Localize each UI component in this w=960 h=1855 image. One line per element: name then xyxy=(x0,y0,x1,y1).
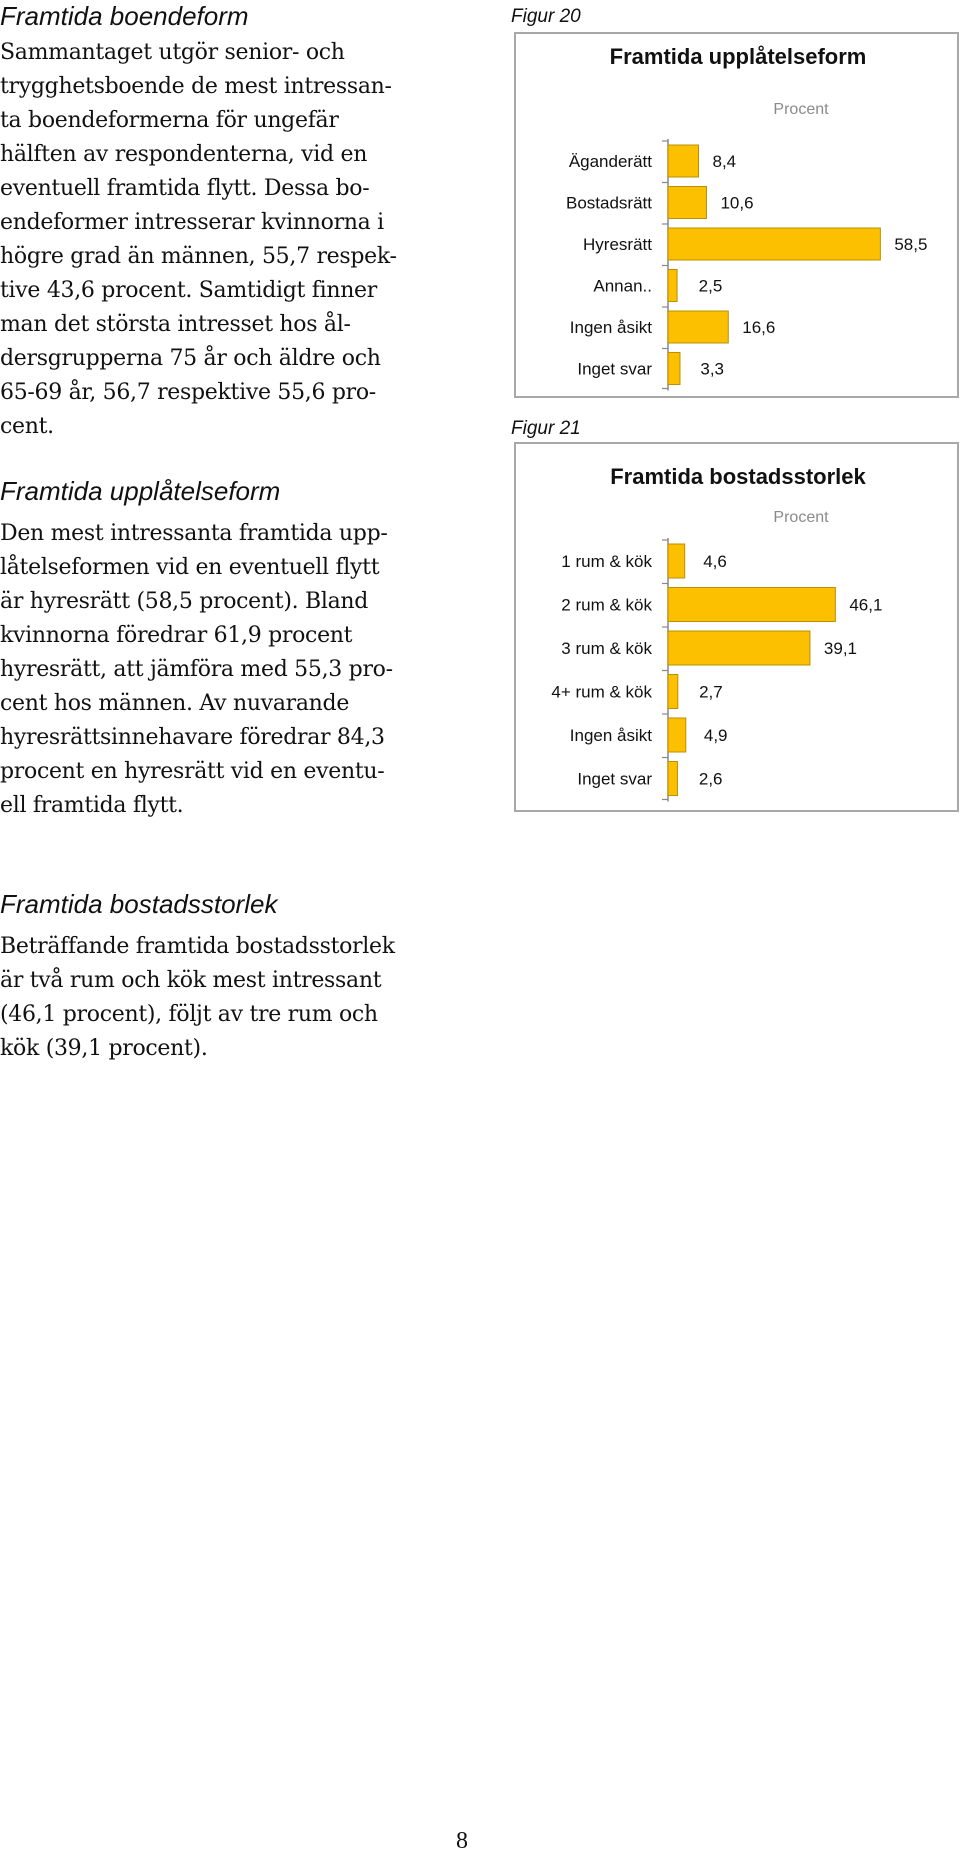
figure-label-20: Figur 20 xyxy=(511,6,581,27)
text-line: låtelseformen vid en eventuell flytt xyxy=(0,555,380,580)
text-line: kvinnorna föredrar 61,9 procent xyxy=(0,623,353,648)
bar xyxy=(668,544,685,578)
value-label: 4,9 xyxy=(703,726,728,745)
paragraph-boendeform xyxy=(0,36,422,444)
category-label: Äganderätt xyxy=(568,152,652,171)
text-line: endeformer intresserar kvinnorna i xyxy=(0,210,384,235)
text-line: hälften av respondenterna, vid en xyxy=(0,142,368,167)
bar xyxy=(668,228,880,260)
bar xyxy=(668,718,686,752)
value-label: 2,6 xyxy=(698,769,723,789)
text-line: är hyresrätt (58,5 procent). Bland xyxy=(0,589,369,614)
chart-upplatelseform xyxy=(514,32,959,398)
chart-bostadsstorlek-svg xyxy=(516,444,960,814)
chart-unit-label: Procent xyxy=(773,101,829,118)
value-label: 2,5 xyxy=(698,276,723,296)
text-line: hyresrättsinnehavare föredrar 84,3 xyxy=(0,725,385,750)
text-line: procent en hyresrätt vid en eventu- xyxy=(0,759,385,784)
value-label: 4,6 xyxy=(703,552,727,571)
chart-title-bostadsstorlek: Framtida bostadsstorlek xyxy=(610,464,866,489)
category-label: Annan.. xyxy=(593,276,652,296)
value-label: 46,1 xyxy=(849,595,883,615)
category-label: 2 rum & kök xyxy=(561,595,652,615)
chart-bostadsstorlek xyxy=(514,442,959,812)
category-label: Hyresrätt xyxy=(583,235,652,254)
text-line: är två rum och kök mest intressant xyxy=(0,968,382,993)
section-heading-bostadsstorlek: Framtida bostadsstorlek xyxy=(0,889,278,919)
text-line: ell framtida flytt. xyxy=(0,793,184,818)
bar xyxy=(668,187,706,219)
category-label: Inget svar xyxy=(577,359,652,379)
text-line: (46,1 procent), följt av tre rum och xyxy=(0,1002,378,1027)
text-line: trygghetsboende de mest intressan- xyxy=(0,74,392,99)
page-number: 8 xyxy=(456,1828,468,1854)
category-label: Bostadsrätt xyxy=(566,193,652,213)
chart-unit-label: Procent xyxy=(773,509,829,526)
paragraph-upplatelseform xyxy=(0,517,422,823)
bar xyxy=(668,675,678,709)
category-label: 1 rum & kök xyxy=(561,552,652,571)
chart-upplatelseform-svg xyxy=(516,34,960,400)
category-label: Ingen åsikt xyxy=(569,318,652,337)
text-line: högre grad än männen, 55,7 respek- xyxy=(0,244,397,269)
paragraph-bostadsstorlek xyxy=(0,930,422,1066)
text-line: kök (39,1 procent). xyxy=(0,1036,208,1061)
text-line: tive 43,6 procent. Samtidigt finner xyxy=(0,278,377,303)
bar xyxy=(668,270,677,302)
text-line: man det största intresset hos ål- xyxy=(0,312,351,337)
value-label: 8,4 xyxy=(712,152,737,171)
value-label: 16,6 xyxy=(742,318,776,337)
value-label: 39,1 xyxy=(823,639,858,658)
value-label: 3,3 xyxy=(700,359,725,379)
category-label: Ingen åsikt xyxy=(569,726,652,745)
bar xyxy=(668,762,677,796)
value-label: 2,7 xyxy=(699,682,723,702)
text-line: eventuell framtida flytt. Dessa bo- xyxy=(0,176,370,201)
chart-title-upplatelseform: Framtida upplåtelseform xyxy=(609,44,867,69)
text-line: Sammantaget utgör senior- och xyxy=(0,40,345,65)
value-label: 10,6 xyxy=(720,193,754,213)
bar xyxy=(668,311,728,343)
text-line: hyresrätt, att jämföra med 55,3 pro- xyxy=(0,657,393,682)
text-line: cent. xyxy=(0,414,54,439)
category-label: Inget svar xyxy=(577,769,652,789)
text-line: ta boendeformerna för ungefär xyxy=(0,108,339,133)
figure-label-21: Figur 21 xyxy=(511,418,581,439)
bar xyxy=(668,353,680,385)
text-line: Beträffande framtida bostadsstorlek xyxy=(0,934,395,959)
section-heading-boendeform: Framtida boendeform xyxy=(0,1,249,31)
text-line: 65-69 år, 56,7 respektive 55,6 pro- xyxy=(0,380,376,405)
bar xyxy=(668,588,835,622)
text-line: Den mest intressanta framtida upp- xyxy=(0,521,388,546)
text-line: cent hos männen. Av nuvarande xyxy=(0,691,350,716)
category-label: 3 rum & kök xyxy=(561,639,652,658)
section-heading-upplatelseform: Framtida upplåtelseform xyxy=(0,476,281,506)
category-label: 4+ rum & kök xyxy=(551,682,652,702)
bar xyxy=(668,631,810,665)
bar xyxy=(668,145,698,177)
text-line: dersgrupperna 75 år och äldre och xyxy=(0,346,381,371)
value-label: 58,5 xyxy=(894,235,928,254)
